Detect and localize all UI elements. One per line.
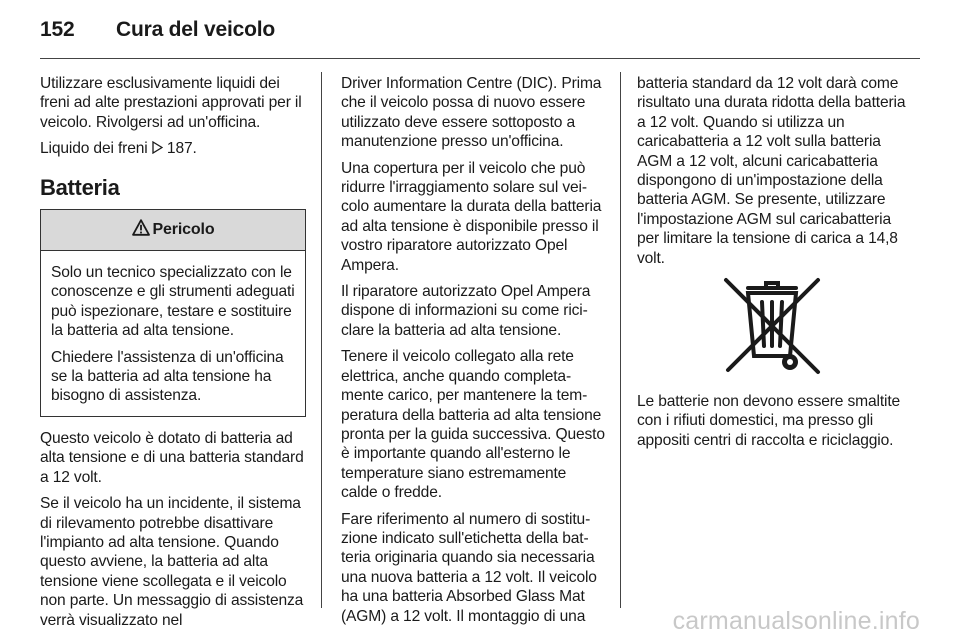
warning-triangle-icon <box>132 219 153 241</box>
column-divider-1 <box>321 72 322 608</box>
paragraph: Tenere il veicolo collegato alla rete elettrica, anche quando completamente carico, per mantenere la temperatura della batteria ad alta tensione pronta per la guida successiva. Questo è importante quando all'esterno le temperature siano estremamente calde o fredde. <box>341 348 605 502</box>
reference-arrow-icon <box>152 140 163 159</box>
warning-header <box>41 210 305 251</box>
paragraph: Questo veicolo è dotato di batteria ad alta tensione e di una batteria standard a 12 volt. <box>40 429 304 486</box>
warning-body <box>41 251 305 416</box>
header-rule <box>40 58 920 59</box>
column-1 <box>40 74 306 637</box>
paragraph: Utilizzare esclusivamente liquidi dei freni ad alte prestazioni approvati per il veicolo. Rivolgersi ad un'officina. <box>40 75 302 131</box>
page-number: 152 <box>40 18 75 41</box>
warning-box <box>40 209 306 417</box>
section-title: Batteria <box>40 174 120 200</box>
reference-text: Liquido dei freni <box>40 140 152 158</box>
paragraph: Se il veicolo ha un incidente, il sistema di rilevamento potrebbe disattivare l'impianto ad alta tensione. Quando questo avviene, la batteria ad alta tensione viene scollegata e il veicolo non parte. Un messaggio di assistenza verrà visualizzato nel <box>40 495 304 629</box>
paragraph: Driver Information Centre (DIC). Prima che il veicolo possa di nuovo essere utilizzato deve essere sottoposto a manutenzione presso un'officina. <box>341 75 602 151</box>
paragraph: Le batterie non devono essere smaltite con i rifiuti domestici, ma presso gli appositi centri di raccolta e riciclaggio. <box>637 393 901 449</box>
column-divider-2 <box>620 72 621 608</box>
warning-paragraph: Chiedere l'assistenza di un'officina se la batteria ad alta tensione ha bisogno di assistenza. <box>51 348 284 405</box>
page-title: Cura del veicolo <box>116 18 276 41</box>
paragraph: Il riparatore autorizzato Opel Ampera dispone di informazioni su come riciclare la batteria ad alta tensione. <box>341 283 591 339</box>
reference-page: 187. <box>166 140 197 158</box>
paragraph: Fare riferimento al numero di sostituzione indicato sull'etichetta della batteria originaria quando sia necessaria una nuova batteria a 12 volt. Il veicolo ha una batteria Absorbed Glass Mat (AGM) a 12 volt. Il montaggio di una <box>341 510 597 625</box>
warning-title: Pericolo <box>152 221 215 239</box>
warning-paragraph: Solo un tecnico specializzato con le conoscenze e gli strumenti adeguati può ispezionare, testare e sostituire la batteria ad alta tensione. <box>51 264 295 340</box>
page-header <box>40 18 275 42</box>
paragraph: Una copertura per il veicolo che può ridurre l'irraggiamento solare sul veicolo aumentare la durata della batteria ad alta tensione è disponibile presso il vostro riparatore autorizzato Opel Ampera. <box>341 159 602 274</box>
paragraph: batteria standard da 12 volt darà come risultato una durata ridotta della batteria a 12 volt. Quando si utilizza un caricabatteria a 12 volt sulla batteria AGM a 12 volt, alcuni caricabatteria dispongono di un'impostazione della batteria AGM. Se presente, utilizzare l'impostazione AGM sul caricabatteria per limitare la tensione di carica a 14,8 volt. <box>637 75 906 267</box>
watermark: carmanualsonline.info <box>672 607 920 635</box>
brake-fluid-reference <box>40 139 306 159</box>
crossed-out-wheelie-bin-icon <box>637 276 909 376</box>
column-2 <box>341 74 605 633</box>
column-3 <box>637 74 909 457</box>
